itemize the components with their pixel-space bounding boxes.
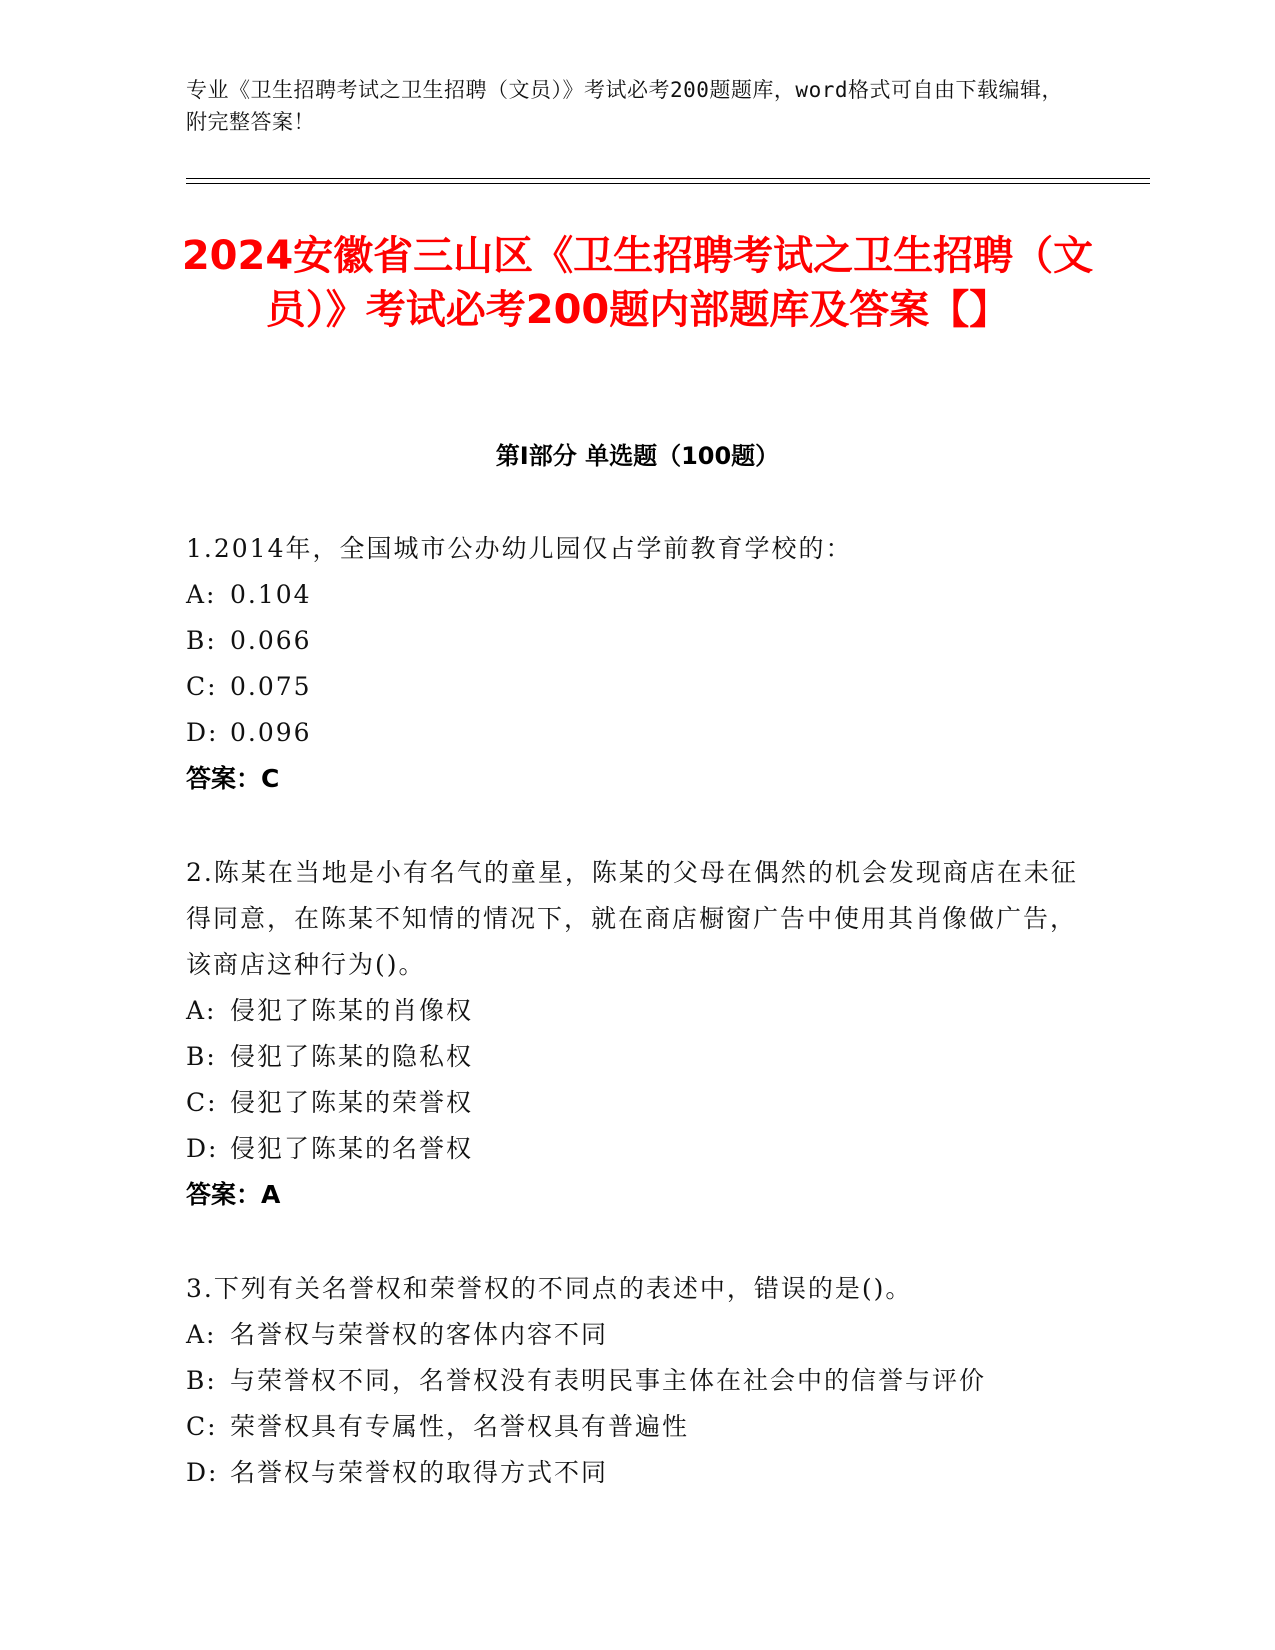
option-letter: B: — [186, 626, 217, 655]
option-d — [186, 1450, 1086, 1496]
option-letter: C: — [186, 1088, 218, 1117]
option-text: 名誉权与荣誉权的客体内容不同 — [230, 1320, 609, 1349]
option-text: 侵犯了陈某的隐私权 — [230, 1042, 474, 1071]
option-b — [186, 1358, 1086, 1404]
option-text: 名誉权与荣誉权的取得方式不同 — [230, 1458, 609, 1487]
option-text: 侵犯了陈某的肖像权 — [230, 996, 474, 1025]
option-letter: C: — [186, 1412, 218, 1441]
option-letter: A: — [186, 580, 217, 609]
option-text: 侵犯了陈某的荣誉权 — [230, 1088, 474, 1117]
question-1 — [186, 526, 1086, 802]
option-text: 0.075 — [230, 672, 312, 701]
question-stem: 1.2014年，全国城市公办幼儿园仅占学前教育学校的： — [186, 534, 853, 563]
document-title: 2024安徽省三山区《卫生招聘考试之卫生招聘（文员）》考试必考200题内部题库及答案【】 — [181, 233, 1094, 333]
option-text: 侵犯了陈某的名誉权 — [230, 1134, 474, 1163]
option-letter: B: — [186, 1366, 217, 1395]
option-a — [186, 988, 1086, 1034]
option-text: 0.066 — [230, 626, 312, 655]
section-heading: 第I部分 单选题（100题） — [495, 442, 780, 470]
option-letter: B: — [186, 1042, 217, 1071]
option-letter: A: — [186, 996, 217, 1025]
option-text: 0.096 — [230, 718, 312, 747]
option-c — [186, 1080, 1086, 1126]
header-divider-top — [186, 178, 1150, 179]
option-text: 荣誉权具有专属性，名誉权具有普遍性 — [230, 1412, 690, 1441]
option-letter: D: — [186, 718, 219, 747]
option-b — [186, 1034, 1086, 1080]
option-letter: D: — [186, 1458, 219, 1487]
option-letter: C: — [186, 672, 218, 701]
option-a — [186, 1312, 1086, 1358]
question-stem: 2.陈某在当地是小有名气的童星，陈某的父母在偶然的机会发现商店在未征得同意，在陈某不知情的情况下，就在商店橱窗广告中使用其肖像做广告，该商店这种行为()。 — [186, 858, 1078, 979]
option-d — [186, 710, 1086, 756]
question-list — [186, 526, 1086, 1544]
option-text: 与荣誉权不同，名誉权没有表明民事主体在社会中的信誉与评价 — [230, 1366, 987, 1395]
option-text: 0.104 — [230, 580, 312, 609]
header-divider-bottom — [186, 183, 1150, 184]
question-3 — [186, 1266, 1086, 1496]
option-letter: A: — [186, 1320, 217, 1349]
option-a — [186, 572, 1086, 618]
question-2 — [186, 850, 1086, 1218]
answer-line: 答案：C — [186, 764, 280, 793]
option-letter: D: — [186, 1134, 219, 1163]
header-note: 专业《卫生招聘考试之卫生招聘（文员）》考试必考200题题库，word格式可自由下载编辑，附完整答案！ — [186, 78, 1063, 134]
question-stem: 3.下列有关名誉权和荣誉权的不同点的表述中，错误的是()。 — [186, 1274, 913, 1303]
option-c — [186, 1404, 1086, 1450]
answer-line: 答案：A — [186, 1180, 281, 1209]
option-b — [186, 618, 1086, 664]
option-d — [186, 1126, 1086, 1172]
option-c — [186, 664, 1086, 710]
